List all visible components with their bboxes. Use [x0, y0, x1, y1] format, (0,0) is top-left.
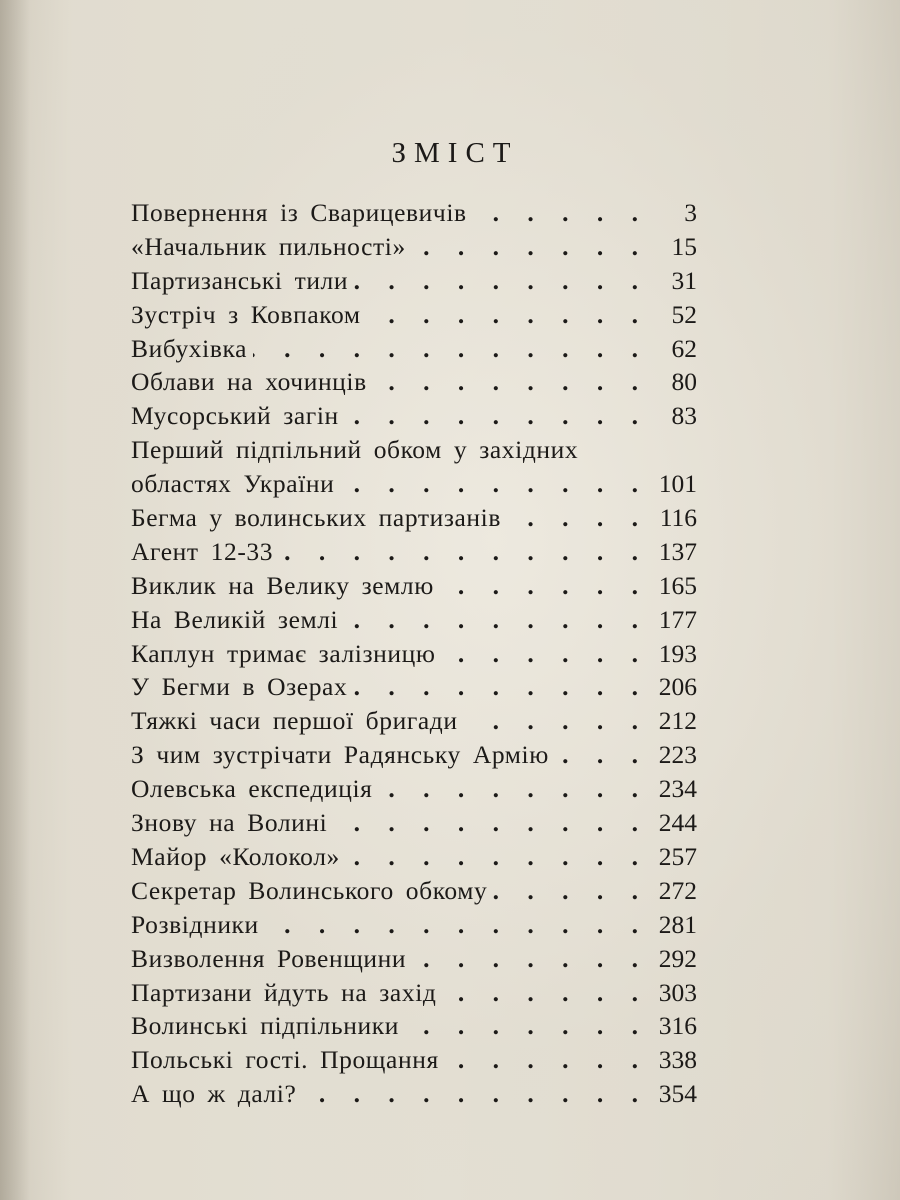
toc-entry-title: Визволення Ровенщини: [131, 943, 407, 973]
toc-entry-title: А що ж далі?: [131, 1079, 297, 1109]
toc-entry: [131, 535, 697, 569]
toc-entry-title: Знову на Волині: [131, 808, 328, 838]
dot-leader: [354, 264, 649, 298]
dot-leader: [445, 1043, 649, 1077]
dot-leader: [464, 704, 649, 738]
toc-entry-title: Волинські підпільники: [131, 1011, 399, 1041]
toc-page-number: 257: [658, 841, 697, 871]
dot-leader: [302, 1077, 649, 1111]
toc-entry-title: Партизани йдуть на захід: [131, 977, 437, 1007]
dot-leader: [265, 908, 649, 942]
toc-page-number: 15: [671, 231, 697, 261]
dot-leader: [405, 1009, 649, 1043]
toc-entry: [131, 942, 697, 976]
toc-entry-title: Бегма у волинських партизанів: [131, 503, 502, 533]
toc-page-number: 223: [658, 740, 697, 770]
toc-page-number: 137: [658, 536, 697, 566]
toc-page-number: 244: [658, 808, 697, 838]
dot-leader: [442, 976, 649, 1010]
dot-leader: [412, 942, 649, 976]
dot-leader: [333, 806, 649, 840]
toc-entry: [131, 874, 697, 908]
toc-entry-title: Тяжкі часи першої бригади: [131, 706, 458, 736]
toc-entry: [131, 399, 697, 433]
dot-leader: [440, 569, 649, 603]
toc-entry: [131, 738, 697, 772]
page-title: ЗМІСТ: [391, 137, 519, 170]
toc-page-number: 83: [671, 401, 697, 431]
toc-entry: [131, 298, 697, 332]
toc-entry-title: Повернення із Сварицевичів: [131, 198, 467, 227]
toc-page-number: 234: [658, 774, 697, 804]
dot-leader: [353, 670, 649, 704]
dot-leader: [555, 738, 649, 772]
toc-entry: [131, 840, 697, 874]
toc-entry: [131, 806, 697, 840]
toc-entry-title: З чим зустрічати Радянську Армію: [131, 740, 549, 770]
toc-entry: [131, 230, 697, 264]
dot-leader: [493, 874, 649, 908]
toc-entry: [131, 196, 697, 230]
toc-entry: [131, 264, 697, 298]
dot-leader: [279, 535, 649, 569]
dot-leader: [507, 501, 649, 535]
toc-entry-title-line1: Перший підпільний обком у західних: [131, 435, 579, 465]
toc-entry-title: На Великій землі: [131, 604, 339, 634]
toc-entry: [131, 772, 697, 806]
toc-page-number: 177: [658, 604, 697, 634]
toc-page-number: 165: [658, 570, 697, 600]
toc-entry: [131, 704, 697, 738]
dot-leader: [253, 332, 649, 366]
toc-entry: [131, 1077, 697, 1111]
toc-entry: [131, 433, 697, 501]
dot-leader: [412, 230, 649, 264]
toc-page-number: 193: [658, 638, 697, 668]
dot-leader: [473, 196, 649, 230]
toc-page-number: 281: [658, 909, 697, 939]
toc-page-number: 31: [671, 265, 697, 295]
toc-page-number: 272: [658, 875, 697, 905]
toc-entry-title: «Начальник пильності»: [131, 231, 406, 261]
dot-leader: [367, 298, 649, 332]
toc-page-number: 52: [671, 299, 697, 329]
toc-entry: [131, 603, 697, 637]
toc-entry: [131, 501, 697, 535]
toc-entry: [131, 670, 697, 704]
toc-entry-title: Вибухівка: [131, 333, 248, 363]
toc-page-number: 80: [671, 367, 697, 397]
dot-leader: [340, 467, 649, 501]
toc-entry-title: Партизанські тили: [131, 265, 349, 295]
toc-entry-title: Олевська експедиція: [131, 774, 373, 804]
toc-entry-title: Виклик на Велику землю: [131, 570, 434, 600]
toc-entry-title: Мусорський загін: [131, 401, 339, 431]
toc-page-number: 303: [658, 977, 697, 1007]
toc-entry: [131, 637, 697, 671]
toc-entry-title: Агент 12-33: [131, 536, 274, 566]
toc-entry: [131, 1043, 697, 1077]
toc-entry-title: У Бегми в Озерах: [131, 672, 348, 702]
toc-entry: [131, 908, 697, 942]
toc-entry: [131, 569, 697, 603]
dot-leader: [442, 637, 649, 671]
toc-page-number: 292: [658, 943, 697, 973]
toc-entry-title: Зустріч з Ковпаком: [131, 299, 361, 329]
toc-page-number: 316: [658, 1011, 697, 1041]
dot-leader: [346, 840, 649, 874]
toc-entry: [131, 976, 697, 1010]
toc-page-number: 62: [671, 333, 697, 363]
toc-page-number: 206: [658, 672, 697, 702]
toc-page-number: 116: [659, 503, 697, 533]
dot-leader: [345, 399, 649, 433]
toc-entry-title: Польські гості. Прощання: [131, 1045, 439, 1075]
toc-entry-title: областях України: [131, 469, 335, 499]
toc-page-number: 354: [658, 1079, 697, 1109]
toc-entry-title: Майор «Колокол»: [131, 841, 340, 871]
dot-leader: [373, 365, 649, 399]
table-of-contents: [131, 196, 697, 1111]
toc-page-number: 338: [658, 1045, 697, 1075]
toc-page-number: 212: [658, 706, 697, 736]
toc-entry-title: Розвідники: [131, 909, 259, 939]
toc-entry-title: Каплун тримає залізницю: [131, 638, 436, 668]
toc-page-number: 3: [684, 198, 697, 227]
toc-entry-title: Облави на хочинців: [131, 367, 367, 397]
toc-entry-title: Секретар Волинського обкому: [131, 875, 488, 905]
toc-entry: [131, 332, 697, 366]
toc-page-number: 101: [658, 469, 697, 499]
toc-entry: [131, 365, 697, 399]
dot-leader: [344, 603, 649, 637]
dot-leader: [379, 772, 650, 806]
toc-entry: [131, 1009, 697, 1043]
